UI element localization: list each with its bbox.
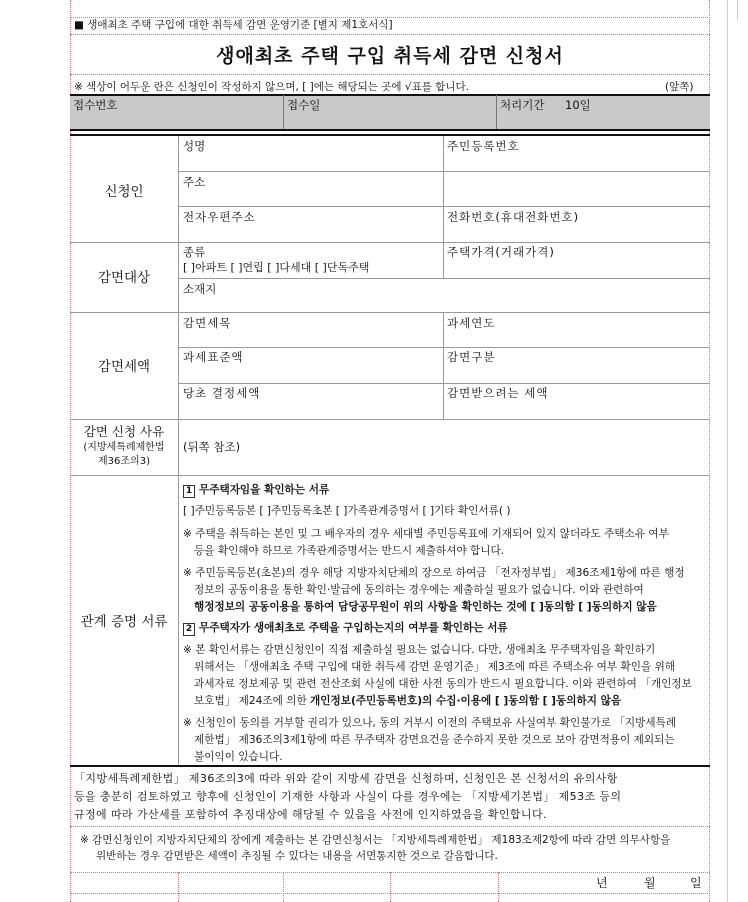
cell-border <box>178 171 710 172</box>
page-edge <box>727 0 728 902</box>
instruction-note: ※ 색상이 어두운 란은 신청인이 작성하지 않으며, [ ]에는 해당되는 곳에 √표를 합니다. <box>74 81 469 93</box>
guide-line <box>70 34 710 35</box>
receipt-row <box>70 95 710 129</box>
cell-border <box>70 475 710 476</box>
field-tax-year-label[interactable]: 과세연도 <box>447 316 496 330</box>
form-caption: ■ 생애최초 주택 구입에 대한 취득세 감면 운영기준 [별지 제1호서식] <box>74 19 393 31</box>
guide-line <box>390 872 391 902</box>
field-initial-tax-label[interactable]: 당초 결정세액 <box>183 386 261 400</box>
house-type-checkboxes[interactable]: [ ]아파트 [ ]연립 [ ]다세대 [ ]단독주택 <box>183 261 370 274</box>
cell-border <box>70 419 710 420</box>
consent-personal-info[interactable] <box>194 693 621 710</box>
cell-border <box>178 206 710 207</box>
rule <box>70 134 710 136</box>
declaration-line: 등을 충분히 검토하였고 향후에 신청인이 기재한 사항과 사실이 다를 경우에는 「지방세기본법」 제53조 등의 <box>74 790 622 803</box>
guide-line <box>70 826 710 827</box>
note-line: 보호법」 제24조에 의한 <box>194 695 311 707</box>
page-title: 생애최초 주택 구입 취득세 감면 신청서 <box>216 45 564 67</box>
reason-value: (뒤쪽 참조) <box>183 440 241 454</box>
docs-heading-2-text: 무주택자가 생애최초로 주택을 구입하는지의 여부를 확인하는 서류 <box>199 622 508 634</box>
cell-border <box>283 95 284 129</box>
document-checklist[interactable]: [ ]주민등록등본 [ ]주민등록초본 [ ]가족관계증명서 [ ]기타 확인서류( ) <box>183 505 511 517</box>
docs-heading-1 <box>183 482 329 499</box>
declaration-line: 「지방세특례제한법」 제36조의3에 따라 위와 같이 지방세 감면을 신청하며, 신청인은 본 신청서의 유의사항 <box>74 772 618 785</box>
guide-line <box>70 74 710 75</box>
field-resident-number-label[interactable]: 주민등록번호 <box>447 139 520 153</box>
cell-border <box>178 136 179 766</box>
processing-period-value: 10일 <box>565 98 591 112</box>
cell-border <box>178 278 710 279</box>
notice-line: 위반하는 경우 감면받은 세액이 추징될 수 있다는 내용을 서면통지한 것으로 갈음합니다. <box>96 850 498 862</box>
section-reason-article: 제36조의3) <box>98 456 150 467</box>
cell-border <box>443 136 444 249</box>
field-house-price-label[interactable]: 주택가격(거래가격) <box>447 245 555 259</box>
field-location-label[interactable]: 소재지 <box>183 282 217 296</box>
date-year-label: 년 <box>596 876 608 890</box>
cell-border <box>178 383 710 384</box>
cell-border <box>70 242 710 243</box>
note-line: 제한법」 제36조의3제1항에 따른 무주택자 감면요건을 준수하지 못한 것으로 보아 감면적용이 제외되는 <box>194 734 675 746</box>
processing-period-label: 처리기간 <box>500 98 545 112</box>
page-side-label: (앞쪽) <box>665 81 694 93</box>
receipt-number-label: 접수번호 <box>73 98 118 112</box>
rule <box>70 765 710 767</box>
note-line: 과세자료 정보제공 및 관련 전산조회 사실에 대한 사전 동의가 반드시 필요합니다. 이와 관련하여 「개인정보 <box>194 678 692 690</box>
cell-border <box>178 347 710 348</box>
rule <box>70 94 710 96</box>
date-day-label: 일 <box>690 876 702 890</box>
field-desired-reduction-label[interactable]: 감면받으려는 세액 <box>447 386 549 400</box>
note-line: 정보의 공동이용을 통한 확인·발급에 동의하는 경우에는 제출하실 필요가 없습니다. 이와 관련하여 <box>194 584 644 596</box>
note-line: 불이익이 있습니다. <box>194 751 283 763</box>
section-target: 감면대상 <box>97 270 151 286</box>
cell-border <box>443 312 444 419</box>
field-address-label[interactable]: 주소 <box>183 175 206 189</box>
cell-border <box>443 242 444 278</box>
page-edge-top <box>737 0 738 20</box>
consent-admin-info[interactable]: 행정정보의 공동이용을 통하여 담당공무원이 위의 사항을 확인하는 것에 [ ]동의함 [ ]동의하지 않음 <box>194 601 657 613</box>
notice-line: ※ 감면신청인이 지방자치단체의 장에게 제출하는 본 감면신청서는 「지방세특례제한법」 제183조제2항에 따라 감면 의무사항을 <box>80 834 671 846</box>
guide-line <box>498 872 499 902</box>
note-line: 위해서는 「생애최초 주택 구입에 대한 취득세 감면 운영기준」 제3조에 따른 주택소유 여부 확인을 위해 <box>194 661 676 673</box>
note-line: 등을 확인해야 하므로 가족관계증명서는 반드시 제출하셔야 합니다. <box>194 545 505 557</box>
rule <box>70 129 710 131</box>
receipt-date-label: 접수일 <box>287 98 321 112</box>
heading-number-box: 2 <box>183 623 195 636</box>
section-tax: 감면세액 <box>97 359 151 375</box>
heading-number-box: 1 <box>183 485 195 498</box>
field-reduction-category-label[interactable]: 감면구분 <box>447 350 496 364</box>
field-email-label[interactable]: 전자우편주소 <box>183 210 256 224</box>
guide-line <box>283 872 284 902</box>
section-reason: 감면 신청 사유 <box>83 424 165 439</box>
section-applicant: 신청인 <box>104 184 144 200</box>
note-line: ※ 본 확인서류는 감면신청인이 직접 제출하실 필요는 없습니다. 다만, 생애최초 무주택자임을 확인하기 <box>183 644 656 656</box>
guide-line <box>178 872 179 902</box>
docs-heading-1-text: 무주택자임을 확인하는 서류 <box>199 484 330 496</box>
cell-border <box>496 95 497 129</box>
field-name-label[interactable]: 성명 <box>183 139 206 153</box>
declaration-line: 규정에 따라 가산세를 포함하여 추징대상에 해당될 수 있음을 사전에 인지하였음을 확인합니다. <box>74 808 547 821</box>
note-line: ※ 주택을 취득하는 본인 및 그 배우자의 경우 세대별 주민등록표에 기재되어 있지 않더라도 주택소유 여부 <box>183 528 669 540</box>
note-line: ※ 주민등록등본(초본)의 경우 해당 지방자치단체의 장으로 하여금 「전자정부법」 제36조제1항에 따른 행정 <box>183 567 685 579</box>
docs-heading-2 <box>183 620 508 637</box>
field-tax-base-label[interactable]: 과세표준액 <box>183 350 244 364</box>
note-line: ※ 신청인이 동의를 거부할 권리가 있으나, 동의 거부시 이전의 주택보유 사실여부 확인불가로 「지방세특례 <box>183 717 677 729</box>
field-tax-item-label[interactable]: 감면세목 <box>183 316 232 330</box>
field-phone-label[interactable]: 전화번호(휴대전화번호) <box>447 210 580 224</box>
section-documents: 관계 증명 서류 <box>80 614 168 630</box>
date-month-label: 월 <box>644 876 656 890</box>
field-type-label: 종류 <box>183 245 206 259</box>
cell-border <box>70 312 710 313</box>
consent-personal-info-text: 개인정보(주민등록번호)의 수집·이용에 [ ]동의함 [ ]동의하지 않음 <box>310 695 622 707</box>
section-reason-law: (지방세특례제한법 <box>83 442 165 453</box>
